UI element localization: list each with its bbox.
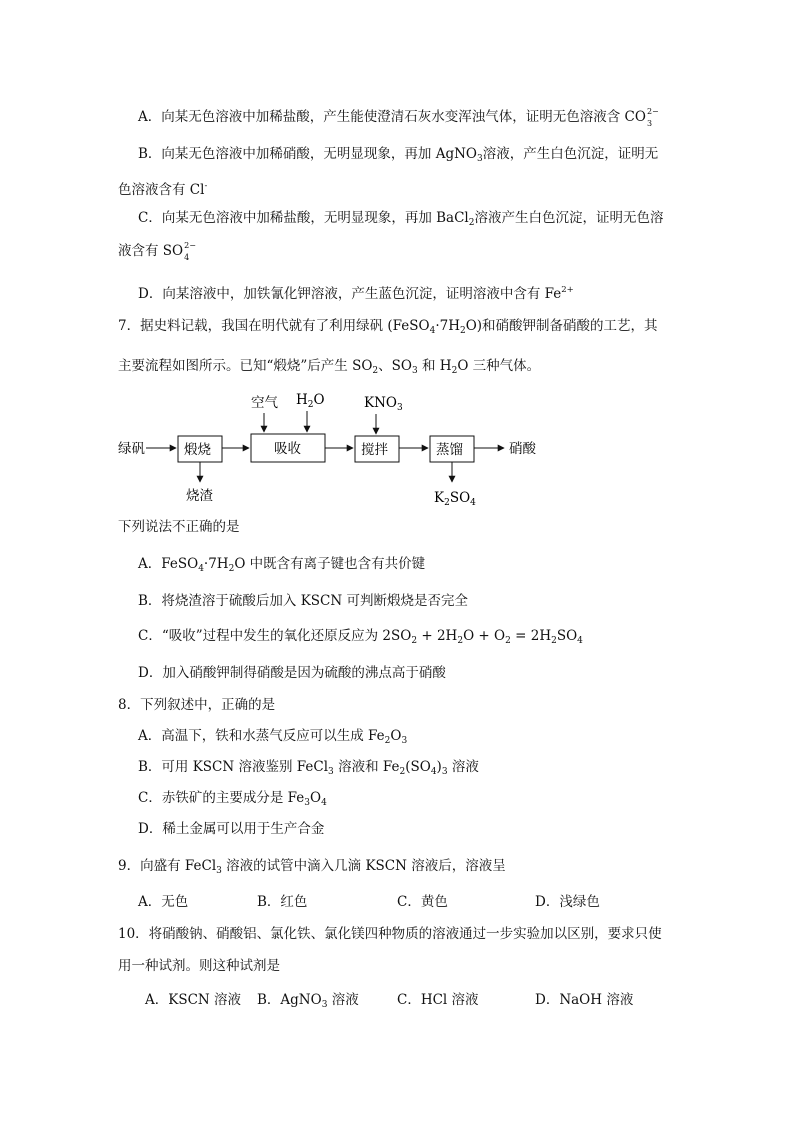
text: (SO	[405, 759, 431, 775]
superscript: 2+	[561, 285, 574, 295]
subscript: 2	[551, 636, 557, 646]
subscript: 2	[228, 564, 235, 574]
q8-option-a	[138, 727, 407, 750]
subscript: 3	[321, 1000, 328, 1010]
text: 溶液	[447, 759, 479, 775]
text: 主要流程如图所示。已知“煅烧”后产生 SO	[118, 358, 373, 374]
residue-label: 烧渣	[186, 488, 213, 504]
text: O	[309, 790, 322, 806]
subscript: 2	[399, 767, 406, 777]
text: )	[436, 759, 442, 775]
k2so4-label: $K_2SO_4$	[434, 490, 476, 508]
subscript: 3	[401, 736, 408, 746]
step-label-stir: 搅拌	[361, 442, 388, 458]
text: ·7H	[203, 556, 229, 572]
subscript: 2	[372, 366, 379, 376]
subscript: 3	[304, 798, 310, 808]
text: 溶液，产生白色沉淀，证明无	[482, 146, 659, 162]
subscript: 3	[216, 866, 222, 876]
q7-option-c	[138, 627, 583, 650]
text: = 2H	[510, 628, 552, 644]
text: B．AgNO	[257, 992, 322, 1008]
text: D．向某溶液中，加铁氰化钾溶液，产生蓝色沉淀，证明溶液中含有 Fe	[138, 286, 562, 302]
subscript: 4	[429, 326, 436, 336]
subscript: 2	[468, 218, 475, 228]
subscript: 2	[459, 326, 466, 336]
q6-option-c-line1	[138, 209, 663, 232]
q9-option-c: C．黄色	[397, 894, 448, 910]
q7-option-a	[138, 555, 425, 578]
text: 色溶液含有 Cl	[118, 182, 205, 198]
text: O	[390, 728, 402, 744]
kno3-label: $KNO_3$	[364, 395, 403, 413]
q10-stem-line2: 用一种试剂。则这种试剂是	[118, 958, 280, 974]
q7-stem-line1	[118, 317, 658, 340]
q7-ask: 下列说法不正确的是	[118, 519, 240, 535]
subscript: 3	[411, 366, 418, 376]
text: O 三种气体。	[457, 358, 541, 374]
subscript: 3	[328, 767, 334, 777]
q6-option-d	[138, 281, 574, 303]
subscript: 2	[384, 736, 391, 746]
text: C．赤铁矿的主要成分是 Fe	[138, 790, 305, 806]
text: O + O	[463, 628, 506, 644]
subscript: 3	[441, 767, 448, 777]
q6-option-c-line2	[118, 241, 196, 262]
subscript: 4	[184, 253, 190, 262]
text: B．可用 KSCN 溶液鉴别 FeCl	[138, 759, 329, 775]
q10-option-c	[397, 991, 479, 1009]
text: 溶液的试管中滴入几滴 KSCN 溶液后，溶液呈	[221, 858, 506, 874]
text: O 中既含有离子键也含有共价键	[234, 556, 426, 572]
q7-option-b: B．将烧渣溶于硫酸后加入 KSCN 可判断煅烧是否完全	[138, 593, 468, 609]
text: 溶液	[327, 992, 359, 1008]
text: A．KSCN 溶液	[145, 992, 242, 1008]
subscript: 4	[577, 636, 583, 646]
text: D．NaOH 溶液	[535, 992, 634, 1008]
text: A．FeSO	[138, 556, 199, 572]
text: ·7H	[435, 318, 460, 334]
q9-stem	[118, 857, 506, 880]
charge-superscript: 2−	[184, 241, 196, 250]
text: A．高温下，铁和水蒸气反应可以生成 Fe	[138, 728, 385, 744]
q10-option-a	[145, 991, 241, 1009]
text: SO	[556, 628, 578, 644]
diagram-input-label: 绿矾	[118, 441, 145, 457]
text: 溶液和 Fe	[333, 759, 400, 775]
subscript: 2	[411, 636, 418, 646]
superscript: -	[204, 181, 208, 191]
q7-option-d: D．加入硝酸钾制得硝酸是因为硫酸的沸点高于硝酸	[138, 665, 446, 681]
output-label: 硝酸	[509, 441, 536, 457]
q8-stem: 8．下列叙述中，正确的是	[118, 697, 276, 713]
text: 、SO	[378, 358, 412, 374]
text: B．向某无色溶液中加稀硝酸，无明显现象，再加 AgNO	[138, 146, 477, 162]
sulfate-charge	[183, 241, 196, 262]
step-label-distill: 蒸馏	[436, 442, 463, 458]
q6-option-b-line2	[118, 177, 207, 199]
water-label: $H_2O$	[296, 392, 325, 410]
text: 7．据史料记载，我国在明代就有了利用绿矾 (FeSO	[118, 318, 430, 334]
q9-option-d: D．浅绿色	[535, 894, 600, 910]
subscript: 2	[451, 366, 458, 376]
subscript: 4	[198, 564, 204, 574]
q10-option-b	[257, 991, 359, 1014]
subscript: 3	[476, 154, 483, 164]
subscript: 4	[321, 798, 327, 808]
q6-option-a-text: A．向某无色溶液中加稀盐酸，产生能使澄清石灰水变浑浊气体，证明无色溶液含 CO	[138, 109, 646, 125]
q8-option-c	[138, 789, 327, 812]
text: C．HCl 溶液	[397, 992, 479, 1008]
subscript: 4	[430, 767, 437, 777]
text: O)和硝酸钾制备硝酸的工艺，其	[465, 318, 658, 334]
subscript: 2	[457, 636, 464, 646]
subscript: 2	[505, 636, 511, 646]
charge-superscript: 2−	[646, 107, 659, 116]
subscript: 3	[646, 119, 653, 128]
carbonate-charge	[646, 107, 659, 128]
q8-option-b	[138, 758, 479, 781]
step-label-calcine: 煅烧	[184, 442, 211, 458]
q10-stem-line1: 10．将硝酸钠、硝酸铝、氯化铁、氯化镁四种物质的溶液通过一步实验加以区别，要求只使	[118, 926, 662, 942]
text: 和 H	[417, 358, 452, 374]
q9-option-a: A．无色	[138, 894, 189, 910]
q7-stem-line2	[118, 357, 540, 380]
text: 9．向盛有 FeCl	[118, 858, 217, 874]
text: C．“吸收”过程中发生的氧化还原反应为 2SO	[138, 628, 412, 644]
air-label: 空气	[251, 395, 278, 411]
step-label-absorb: 吸收	[274, 441, 301, 457]
text: + 2H	[417, 628, 458, 644]
q8-option-d: D．稀土金属可以用于生产合金	[138, 821, 325, 837]
process-flow-diagram	[112, 390, 552, 510]
q9-option-b: B．红色	[257, 894, 308, 910]
text: 溶液产生白色沉淀，证明无色溶	[474, 210, 664, 226]
q10-option-d	[535, 991, 633, 1009]
text: 液含有 SO	[118, 243, 184, 259]
q6-option-a	[138, 107, 659, 128]
text: C．向某无色溶液中加稀盐酸，无明显现象，再加 BaCl	[138, 210, 469, 226]
q6-option-b-line1	[138, 145, 658, 168]
